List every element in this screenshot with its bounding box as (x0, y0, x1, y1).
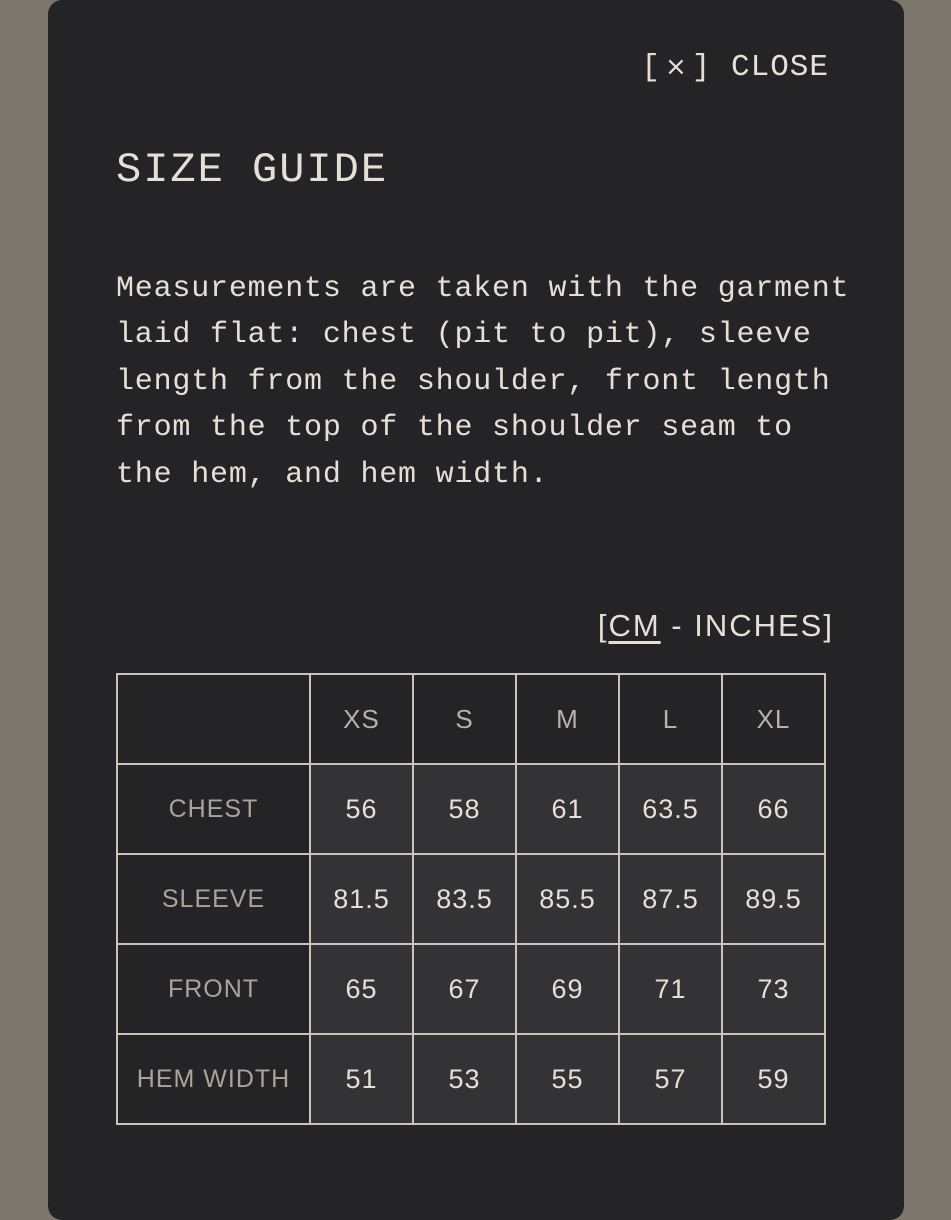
table-cell: 63.5 (619, 764, 722, 854)
table-cell: 67 (413, 944, 516, 1034)
unit-toggle-bracket-open: [ (597, 608, 609, 643)
table-cell: 73 (722, 944, 825, 1034)
table-cell: 66 (722, 764, 825, 854)
table-cell: 61 (516, 764, 619, 854)
row-label-sleeve: SLEEVE (117, 854, 310, 944)
table-cell: 65 (310, 944, 413, 1034)
size-header-xs: XS (310, 674, 413, 764)
close-button[interactable] (641, 50, 829, 85)
table-corner-cell (117, 674, 310, 764)
table-cell: 85.5 (516, 854, 619, 944)
close-icon: × (664, 52, 688, 82)
table-cell: 89.5 (722, 854, 825, 944)
page-title: SIZE GUIDE (116, 146, 389, 194)
size-guide-modal (48, 0, 904, 1220)
close-bracket-open: [ (641, 50, 661, 85)
table-cell: 55 (516, 1034, 619, 1124)
row-label-chest: CHEST (117, 764, 310, 854)
unit-toggle (598, 608, 834, 644)
table-row-chest (117, 764, 825, 854)
unit-option-cm[interactable]: CM (608, 608, 661, 643)
unit-option-inches[interactable]: INCHES (694, 608, 824, 643)
row-label-front: FRONT (117, 944, 310, 1034)
close-label: CLOSE (730, 50, 829, 85)
table-cell: 51 (310, 1034, 413, 1124)
table-cell: 83.5 (413, 854, 516, 944)
table-cell: 81.5 (310, 854, 413, 944)
table-cell: 59 (722, 1034, 825, 1124)
unit-toggle-separator: - (660, 608, 695, 643)
size-header-xl: XL (722, 674, 825, 764)
table-row-sleeve (117, 854, 825, 944)
table-row-hem-width (117, 1034, 825, 1124)
size-header-m: M (516, 674, 619, 764)
table-row-front (117, 944, 825, 1034)
size-table (116, 673, 826, 1125)
table-cell: 53 (413, 1034, 516, 1124)
table-cell: 71 (619, 944, 722, 1034)
size-header-row (117, 674, 825, 764)
close-bracket-close: ] (691, 50, 712, 85)
size-header-s: S (413, 674, 516, 764)
table-cell: 57 (619, 1034, 722, 1124)
table-cell: 87.5 (619, 854, 722, 944)
unit-toggle-bracket-close: ] (823, 608, 834, 643)
row-label-hem-width: HEM WIDTH (117, 1034, 310, 1124)
size-header-l: L (619, 674, 722, 764)
table-cell: 69 (516, 944, 619, 1034)
table-cell: 56 (310, 764, 413, 854)
measurement-description: Measurements are taken with the garment laid flat: chest (pit to pit), sleeve length from the shoulder, front length from the top of the shoulder seam to the hem, and hem width. (116, 272, 850, 492)
table-cell: 58 (413, 764, 516, 854)
